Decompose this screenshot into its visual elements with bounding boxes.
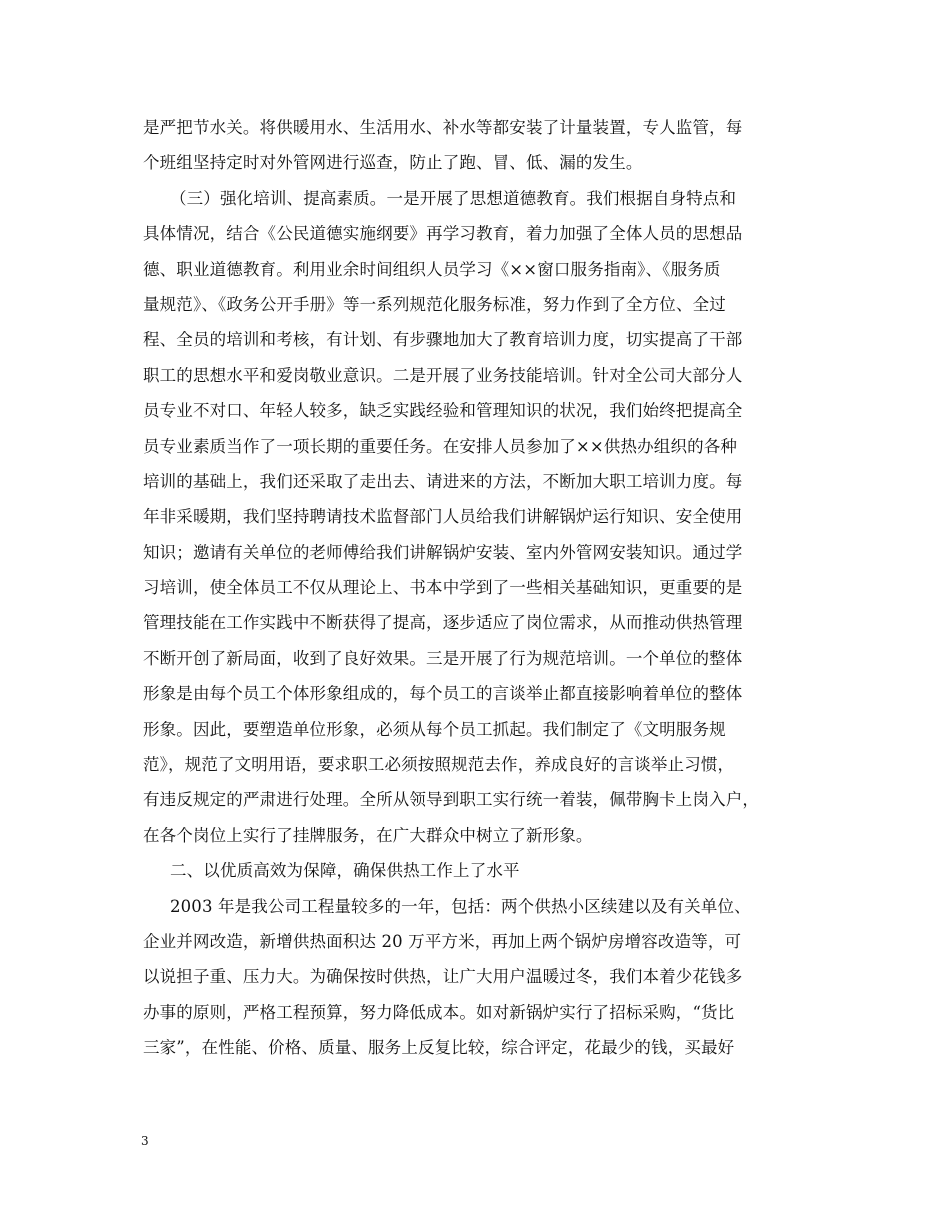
text-line: 个班组坚持定时对外管网进行巡查，防止了跑、冒、低、漏的发生。 [143,153,643,173]
text-line: 形象是由每个员工个体形象组成的，每个员工的言谈举止都直接影响着单位的整体 [143,684,743,704]
text-line: 员专业素质当作了一项长期的重要任务。在安排人员参加了××供热办组织的各种 [143,436,738,456]
section-heading: 二、以优质高效为保障，确保供热工作上了水平 [170,861,520,881]
text-line: 以说担子重、压力大。为确保按时供热，让广大用户温暖过冬，我们本着少花钱多 [143,967,743,987]
text-line: 形象。因此，要塑造单位形象，必须从每个员工抓起。我们制定了《文明服务规 [143,719,726,739]
text-line: 员专业不对口、年轻人较多，缺乏实践经验和管理知识的状况，我们始终把提高全 [143,401,743,421]
text-line: 知识；邀请有关单位的老师傅给我们讲解锅炉安装、室内外管网安装知识。通过学 [143,542,743,562]
text-line: 年非采暖期，我们坚持聘请技术监督部门人员给我们讲解锅炉运行知识、安全使用 [143,507,743,527]
text-line: 有违反规定的严肃进行处理。全所从领导到职工实行统一着装，佩带胸卡上岗入户， [143,790,760,810]
text-line: 培训的基础上，我们还采取了走出去、请进来的方法，不断加大职工培训力度。每 [143,471,743,491]
text-line: 管理技能在工作实践中不断获得了提高，逐步适应了岗位需求，从而推动供热管理 [143,613,743,633]
text-line: 职工的思想水平和爱岗敬业意识。二是开展了业务技能培训。针对全公司大部分人 [143,365,743,385]
text-line: 德、职业道德教育。利用业余时间组织人员学习《××窗口服务指南》、《服务质 [143,259,721,279]
text-line: 程、全员的培训和考核，有计划、有步骤地加大了教育培训力度，切实提高了干部 [143,330,743,350]
text-line: 三家”，在性能、价格、质量、服务上反复比较，综合评定，花最少的钱，买最好 [143,1038,735,1058]
text-line: 在各个岗位上实行了挂牌服务，在广大群众中树立了新形象。 [143,825,593,845]
paragraph-start-line: 2003 年是我公司工程量较多的一年，包括：两个供热小区续建以及有关单位、 [170,896,751,916]
text-line: 是严把节水关。将供暖用水、生活用水、补水等都安装了计量装置，专人监管，每 [143,118,743,137]
text-line: 习培训，使全体员工不仅从理论上、书本中学到了一些相关基础知识，更重要的是 [143,578,743,598]
text-line: 范》，规范了文明用语，要求职工必须按照规范去作，养成良好的言谈举止习惯， [143,755,735,775]
text-line: 量规范》、《政务公开手册》等一系列规范化服务标准，努力作到了全方位、全过 [143,294,726,314]
page-number: 3 [141,1134,149,1148]
text-line: 具体情况，结合《公民道德实施纲要》再学习教育，着力加强了全体人员的思想品 [143,224,743,244]
text-line: 不断开创了新局面，收到了良好效果。三是开展了行为规范培训。一个单位的整体 [143,648,743,668]
body-text [143,110,843,1066]
text-line: 企业并网改造，新增供热面积达 20 万平方米，再加上两个锅炉房增容改造等，可 [143,931,742,951]
text-line: 办事的原则，严格工程预算，努力降低成本。如对新锅炉实行了招标采购，“货比 [143,1002,735,1022]
paragraph-start-line: （三）强化培训、提高素质。一是开展了思想道德教育。我们根据自身特点和 [170,188,737,208]
